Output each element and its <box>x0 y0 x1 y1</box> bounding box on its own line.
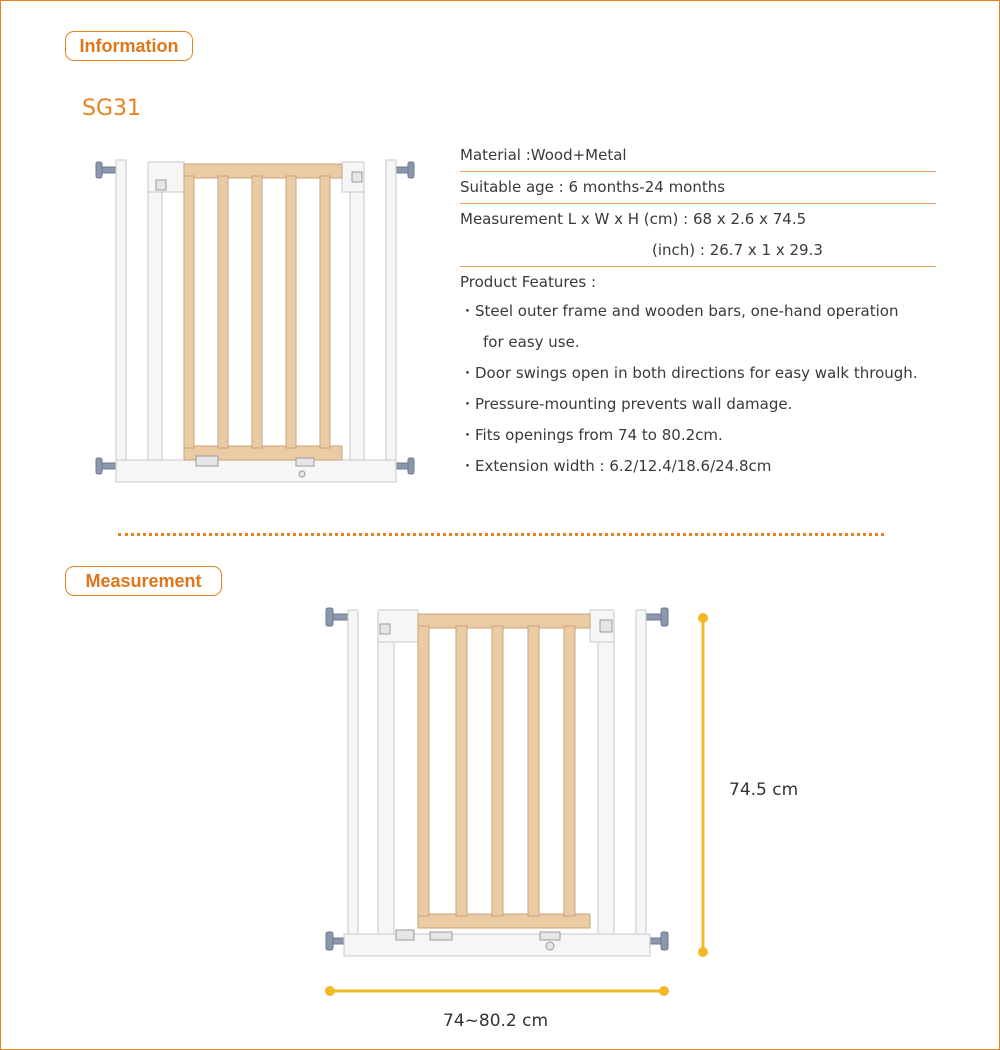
spec-table <box>460 140 936 298</box>
height-dimension-line <box>695 610 711 960</box>
feature-item: ・Door swings open in both directions for easy walk through. <box>460 364 918 382</box>
information-section-label: Information <box>65 31 193 61</box>
feature-item: for easy use. <box>483 333 580 351</box>
feature-item: ・Extension width : 6.2/12.4/18.6/24.8cm <box>460 457 772 475</box>
model-name: SG31 <box>82 96 142 121</box>
feature-item: ・Steel outer frame and wooden bars, one-hand operation <box>460 302 899 320</box>
section-divider <box>118 533 884 536</box>
spec-age: Suitable age : 6 months-24 months <box>460 172 936 204</box>
width-dimension-label: 74~80.2 cm <box>443 1011 549 1031</box>
feature-item: ・Fits openings from 74 to 80.2cm. <box>460 426 723 444</box>
baby-gate-icon <box>90 156 420 490</box>
measurement-section-label: Measurement <box>65 566 222 596</box>
spec-material: Material :Wood+Metal <box>460 140 936 172</box>
baby-gate-large-icon <box>322 606 672 966</box>
spec-measurement-cm: Measurement L x W x H (cm) : 68 x 2.6 x 74.5 <box>460 210 807 228</box>
feature-item: ・Pressure-mounting prevents wall damage. <box>460 395 793 413</box>
feature-list <box>460 296 918 482</box>
height-dimension-label: 74.5 cm <box>729 780 799 800</box>
spec-measurement-inch: (inch) : 26.7 x 1 x 29.3 <box>460 235 936 267</box>
width-dimension-line <box>322 983 672 999</box>
spec-features-title: Product Features : <box>460 273 597 291</box>
